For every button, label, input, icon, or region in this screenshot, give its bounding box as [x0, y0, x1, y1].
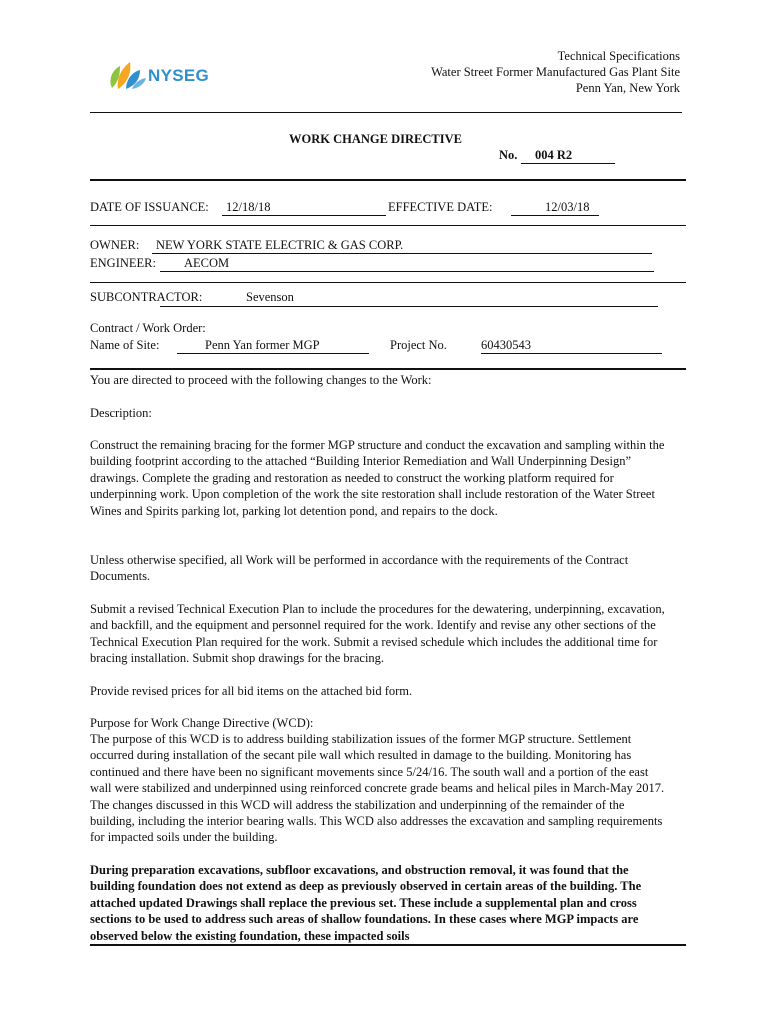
prices-paragraph: Provide revised prices for all bid items on the attached bid form. — [90, 684, 413, 698]
subcontractor-underline — [160, 306, 658, 307]
header-location: Penn Yan, New York — [575, 81, 680, 95]
owner-value: NEW YORK STATE ELECTRIC & GAS CORP. — [156, 238, 404, 252]
header-site-name: Water Street Former Manufactured Gas Plant Site — [431, 65, 680, 79]
directive-no-text: 004 R2 — [535, 148, 573, 162]
issuance-label: DATE OF ISSUANCE: — [90, 200, 209, 214]
site-label: Name of Site: — [90, 338, 160, 352]
subcontractor-label: SUBCONTRACTOR: — [90, 290, 203, 304]
directive-title: WORK CHANGE DIRECTIVE — [289, 132, 462, 146]
project-field — [481, 337, 662, 354]
header-divider — [90, 112, 682, 113]
effective-value: 12/03/18 — [545, 200, 590, 214]
leaf-icon — [106, 58, 148, 92]
issuance-field — [222, 199, 386, 216]
logo-text: NYSEG — [148, 66, 210, 85]
purpose-label: Purpose for Work Change Directive (WCD): — [90, 716, 314, 730]
foundation-paragraph: During preparation excavations, subfloor excavations, and obstruction removal, it was found that the building foundation does not extend as deep as previously observed in certain areas of the building. The attached updated Drawings shall replace the previous set. These include a supplemental plan and cross sections to be used to address such areas of shallow foundations. In these cases where MGP impacts are observed below the existing foundation, these impacted soils — [90, 863, 642, 943]
bottom-divider — [90, 944, 686, 946]
project-value: 60430543 — [481, 338, 531, 352]
header-spec-title: Technical Specifications — [557, 49, 680, 63]
owner-field — [152, 237, 652, 254]
effective-label: EFFECTIVE DATE: — [388, 200, 493, 214]
site-field — [177, 337, 369, 354]
directive-no-label: No. — [499, 148, 518, 162]
site-value: Penn Yan former MGP — [205, 338, 320, 352]
owner-label: OWNER: — [90, 238, 140, 252]
work-order-label: Contract / Work Order: — [90, 321, 206, 335]
effective-field — [511, 199, 599, 216]
dates-divider — [90, 225, 686, 226]
description-paragraph: Construct the remaining bracing for the former MGP structure and conduct the excavation and sampling within the building footprint according to the attached “Building Interior Remediation and Wall Underpinning Design” drawings. Complete the grading and restoration as needed to construct the working platform required for underpinning work. Upon completion of the work the site restoration shall include restoration of the Water Street Wines and Spirits parking lot, parking lot detention pond, and repairs to the dock. — [90, 438, 665, 518]
requirements-paragraph: Unless otherwise specified, all Work will be performed in accordance with the requirements of the Contract Documents. — [90, 553, 629, 584]
intro-text: You are directed to proceed with the following changes to the Work: — [90, 373, 432, 387]
engineer-value: AECOM — [184, 256, 230, 270]
issuance-value: 12/18/18 — [226, 200, 271, 214]
engineer-field — [160, 255, 654, 272]
purpose-paragraph: The purpose of this WCD is to address building stabilization issues of the former MGP structure. Settlement occurred during installation of the secant pile wall which resulted in damage to the building. Monitoring has continued and there have been no significant movements since 5/24/16. The south wall and a portion of the east wall were stabilized and underpinned using reinforced concrete grade beams and helical piles in March-May 2017. The changes discussed in this WCD will address the stabilization and underpinning of the remainder of the building, including the interior bearing walls. This WCD also addresses the excavation and sampling requirements for impacted soils under the building. — [90, 732, 665, 845]
project-label: Project No. — [390, 338, 447, 352]
title-divider — [90, 179, 686, 181]
directive-no-value — [521, 147, 615, 164]
nyseg-logo — [106, 58, 216, 92]
subcontractor-value: Sevenson — [246, 290, 294, 304]
engineer-label: ENGINEER: — [90, 256, 156, 270]
description-label: Description: — [90, 406, 152, 420]
engineer-divider — [90, 282, 686, 283]
execution-plan-paragraph: Submit a revised Technical Execution Plan to include the procedures for the dewatering, underpinning, excavation, and backfill, and the equipment and personnel required for the work. Identify and revise any other sections of the Technical Execution Plan required for the work. Submit a revised schedule which includes the additional time for bracing installation. Submit shop drawings for the bracing. — [90, 602, 665, 666]
contract-divider — [90, 368, 686, 370]
